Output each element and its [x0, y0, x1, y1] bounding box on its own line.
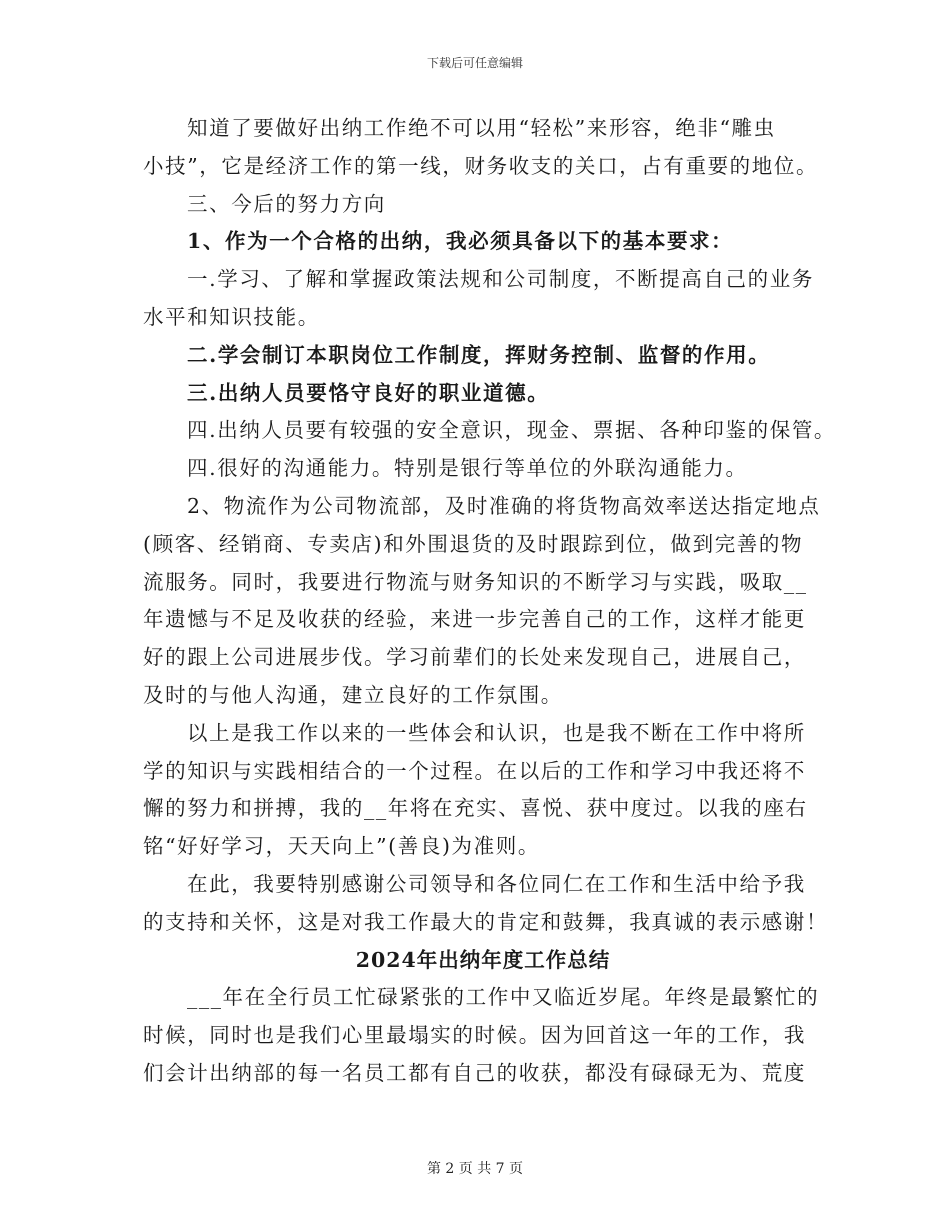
paragraph-line: ___年在全行员工忙碌紧张的工作中又临近岁尾。年终是最繁忙的	[187, 985, 820, 1010]
paragraph-line: 及时的与他人沟通，建立良好的工作氛围。	[143, 682, 563, 707]
list-item: 二.学会制订本职岗位工作制度，挥财务控制、监督的作用。	[187, 342, 771, 367]
list-item-continuation: 水平和知识技能。	[143, 304, 320, 329]
list-item: 一.学习、了解和掌握政策法规和公司制度，不断提高自己的业务	[187, 267, 814, 292]
paragraph-line: 小技”，它是经济工作的第一线，财务收支的关口，占有重要的地位。	[143, 153, 819, 178]
paragraph-line: 铭“好好学习，天天向上”(善良)为准则。	[143, 834, 540, 859]
paragraph-line: 们会计出纳部的每一名员工都有自己的收获，都没有碌碌无为、荒度	[143, 1060, 806, 1085]
paragraph-line: 好的跟上公司进展步伐。学习前辈们的长处来发现自己，进展自己，	[143, 645, 806, 670]
list-item: 三.出纳人员要恪守良好的职业道德。	[187, 380, 550, 405]
paragraph-line: 学的知识与实践相结合的一个过程。在以后的工作和学习中我还将不	[143, 758, 806, 783]
page-header: 下载后可任意编辑	[426, 56, 523, 70]
page-footer: 第 2 页 共 7 页	[426, 1161, 524, 1177]
paragraph-line: 年遗憾与不足及收获的经验，来进一步完善自己的工作，这样才能更	[143, 607, 806, 632]
document-body	[143, 110, 837, 1093]
document-title: 2024年出纳年度工作总结	[355, 947, 611, 972]
paragraph-line: 知道了要做好出纳工作绝不可以用“轻松”来形容，绝非“雕虫	[187, 116, 776, 140]
paragraph-line: 的支持和关怀，这是对我工作最大的肯定和鼓舞，我真诚的表示感谢！	[143, 909, 829, 934]
paragraph-line: 懈的努力和拼搏，我的__年将在充实、喜悦、获中度过。以我的座右	[143, 796, 808, 821]
paragraph-line: 在此，我要特别感谢公司领导和各位同仁在工作和生活中给予我	[187, 871, 806, 896]
paragraph-line: 以上是我工作以来的一些体会和认识，也是我不断在工作中将所	[187, 720, 806, 745]
subsection-heading: 1、作为一个合格的出纳，我必须具备以下的基本要求：	[187, 229, 734, 254]
paragraph-line: 流服务。同时，我要进行物流与财务知识的不断学习与实践，吸取__	[143, 569, 808, 594]
paragraph-line: (顾客、经销商、专卖店)和外围退货的及时跟踪到位，做到完善的物	[143, 531, 804, 556]
list-item: 四.出纳人员要有较强的安全意识，现金、票据、各种印鉴的保管。	[187, 418, 837, 443]
paragraph-line: 时候，同时也是我们心里最塌实的时候。因为回首这一年的工作，我	[143, 1023, 806, 1048]
list-item: 四.很好的沟通能力。特别是银行等单位的外联沟通能力。	[187, 456, 748, 481]
paragraph-line: 2、物流作为公司物流部，及时准确的将货物高效率送达指定地点	[187, 493, 821, 518]
section-heading: 三、今后的努力方向	[187, 191, 386, 216]
